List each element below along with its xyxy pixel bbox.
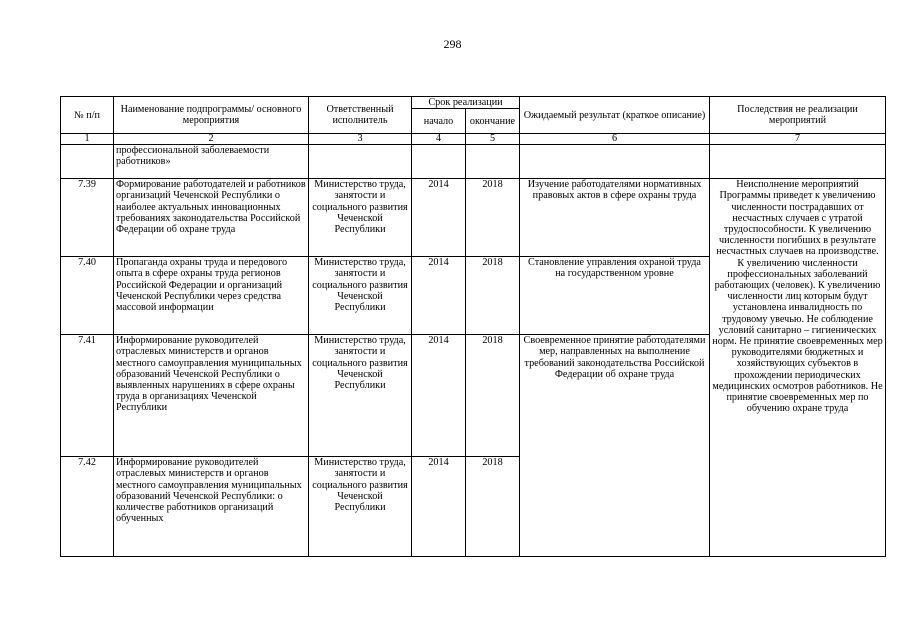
header-start: начало <box>412 109 466 134</box>
header-result: Ожидаемый результат (краткое описание) <box>520 97 710 134</box>
program-activities-table <box>60 96 886 557</box>
end-year <box>466 145 520 179</box>
start-year: 2014 <box>412 335 466 457</box>
activity-name: Формирование работодателей и работников организаций Чеченской Республики о наиболее актуальных инновационных требованиях законодательства Российской Федерации об охране труда <box>114 179 309 257</box>
header-num: № п/п <box>61 97 114 134</box>
executor: Министерство труда, занятости и социального развития Чеченской Республики <box>309 457 412 557</box>
end-year: 2018 <box>466 257 520 335</box>
header-row <box>61 97 886 109</box>
executor: Министерство труда, занятости и социального развития Чеченской Республики <box>309 257 412 335</box>
header-executor: Ответственный исполнитель <box>309 97 412 134</box>
activity-name: профессиональной заболеваемости работников» <box>114 145 309 179</box>
row-number <box>61 145 114 179</box>
consequences-empty <box>710 145 886 179</box>
header-name: Наименование подпрограммы/ основного мероприятия <box>114 97 309 134</box>
table-row <box>61 145 886 179</box>
end-year: 2018 <box>466 179 520 257</box>
header-period: Срок реализации <box>412 97 520 109</box>
start-year: 2014 <box>412 457 466 557</box>
column-number: 7 <box>710 134 886 145</box>
column-number: 5 <box>466 134 520 145</box>
expected-result <box>520 145 710 179</box>
row-number: 7.41 <box>61 335 114 457</box>
activity-name: Информирование руководителей отраслевых министерств и органов местного самоуправления муниципальных образований Чеченской Республики: о количестве работников организаций обученных <box>114 457 309 557</box>
consequences-text: Неисполнение мероприятий Программы приведет к увеличению численности пострадавших от несчастных случаев с утратой трудоспособности. К увеличению численности погибших в результате несчастных случаев на производстве. К увеличению численности профессиональных заболеваний работающих (человек). К увеличению численности лиц которым будут установлена инвалидность по трудовому увечью. Не соблюдение условий санитарно – гигиенических норм. Не принятие своевременных мер руководителями бюджетных и хозяйствующих субъектов в прохождении периодических медицинских осмотров работников. Не принятие своевременных мер по обучению охране труда <box>710 179 886 557</box>
end-year: 2018 <box>466 457 520 557</box>
expected-result: Становление управления охраной труда на государственном уровне <box>520 257 710 335</box>
row-number: 7.40 <box>61 257 114 335</box>
executor: Министерство труда, занятости и социального развития Чеченской Республики <box>309 179 412 257</box>
activity-name: Информирование руководителей отраслевых министерств и органов местного самоуправления муниципальных образований Чеченской Республики о выявленных нарушениях в сфере охраны труда в организациях Чеченской Республики <box>114 335 309 457</box>
column-number: 1 <box>61 134 114 145</box>
column-number: 2 <box>114 134 309 145</box>
end-year: 2018 <box>466 335 520 457</box>
header-end: окончание <box>466 109 520 134</box>
table-row <box>61 179 886 257</box>
page-number: 298 <box>443 37 462 51</box>
column-number: 3 <box>309 134 412 145</box>
start-year: 2014 <box>412 179 466 257</box>
executor <box>309 145 412 179</box>
header-consequences: Последствия не реализации мероприятий <box>710 97 886 134</box>
row-number: 7.42 <box>61 457 114 557</box>
row-number: 7.39 <box>61 179 114 257</box>
expected-result: Изучение работодателями нормативных правовых актов в сфере охраны труда <box>520 179 710 257</box>
activity-name: Пропаганда охраны труда и передового опыта в сфере охраны труда регионов Российской Федерации и организаций Чеченской Республики через средства массовой информации <box>114 257 309 335</box>
executor: Министерство труда, занятости и социального развития Чеченской Республики <box>309 335 412 457</box>
start-year: 2014 <box>412 257 466 335</box>
column-number-row <box>61 134 886 145</box>
start-year <box>412 145 466 179</box>
column-number: 4 <box>412 134 466 145</box>
expected-result: Своевременное принятие работодателями мер, направленных на выполнение требований законодательства Российской Федерации об охране труда <box>520 335 710 557</box>
column-number: 6 <box>520 134 710 145</box>
